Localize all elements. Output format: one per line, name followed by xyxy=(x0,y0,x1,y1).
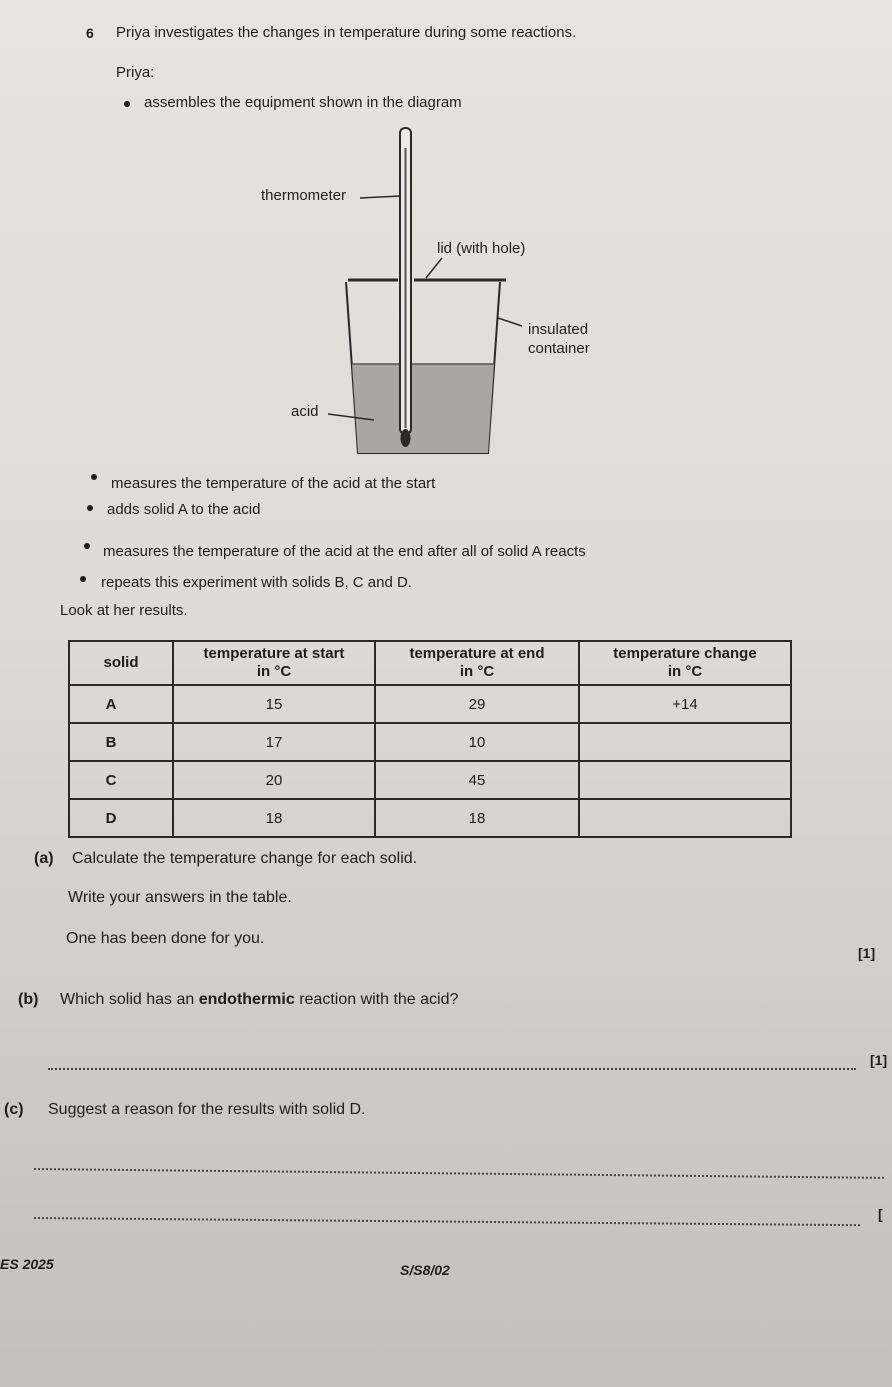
part-c-text: Suggest a reason for the results with solid D. xyxy=(48,1101,366,1118)
cell-change[interactable] xyxy=(579,799,791,837)
question-number: 6 xyxy=(86,25,94,41)
label-lid: lid (with hole) xyxy=(437,240,526,257)
table-row xyxy=(69,761,791,799)
cell-change[interactable] xyxy=(579,723,791,761)
table-row xyxy=(69,685,791,723)
part-a-mark: [1] xyxy=(858,945,876,961)
bullet-icon xyxy=(91,474,97,480)
label-acid: acid xyxy=(291,403,319,420)
part-b-label: (b) xyxy=(18,991,39,1008)
step-item: repeats this experiment with solids B, C and D. xyxy=(101,574,412,591)
cell-end: 45 xyxy=(375,761,579,799)
student-name-label: Priya: xyxy=(116,64,155,81)
acid-liquid xyxy=(352,364,494,453)
part-a-label: (a) xyxy=(34,850,54,867)
step-item: measures the temperature of the acid at the start xyxy=(111,475,436,492)
cell-start: 20 xyxy=(173,761,375,799)
part-a-text: Calculate the temperature change for each solid. xyxy=(72,850,418,867)
part-b-text: Which solid has an endothermic reaction with the acid? xyxy=(60,991,459,1008)
question-intro: Priya investigates the changes in temperature during some reactions. xyxy=(116,24,577,41)
bullet-icon xyxy=(124,101,130,107)
thermometer-bulb xyxy=(401,429,411,447)
cell-end: 10 xyxy=(375,723,579,761)
step-item: adds solid A to the acid xyxy=(107,501,261,518)
cell-change[interactable] xyxy=(579,761,791,799)
header-change: temperature change in °C xyxy=(579,641,791,685)
header-solid: solid xyxy=(69,641,173,685)
header-end: temperature at end in °C xyxy=(375,641,579,685)
results-intro: Look at her results. xyxy=(60,602,188,619)
part-a-line2: Write your answers in the table. xyxy=(68,889,292,906)
cell-end: 18 xyxy=(375,799,579,837)
table-header-row xyxy=(69,641,791,685)
table-row xyxy=(69,799,791,837)
cell-start: 18 xyxy=(173,799,375,837)
footer-left: ES 2025 xyxy=(0,1256,54,1272)
part-c-label: (c) xyxy=(4,1101,24,1118)
setup-step: assembles the equipment shown in the diagram xyxy=(144,94,462,111)
cell-start: 15 xyxy=(173,685,375,723)
answer-line-b[interactable] xyxy=(48,1068,856,1070)
answer-line-c1[interactable] xyxy=(34,1168,884,1179)
footer-code: S/S8/02 xyxy=(400,1262,450,1278)
bullet-icon xyxy=(80,576,86,582)
answer-line-c2[interactable] xyxy=(34,1217,860,1226)
cell-solid: D xyxy=(69,799,173,837)
bullet-icon xyxy=(87,505,93,511)
cell-solid: B xyxy=(69,723,173,761)
label-thermometer: thermometer xyxy=(261,187,347,204)
keyword-endothermic: endothermic xyxy=(198,991,295,1008)
cell-solid: C xyxy=(69,761,173,799)
part-b-mark: [1] xyxy=(870,1052,888,1068)
results-table xyxy=(68,640,790,838)
cell-change[interactable]: +14 xyxy=(579,685,791,723)
bullet-icon xyxy=(84,543,90,549)
step-item: measures the temperature of the acid at the end after all of solid A reacts xyxy=(103,543,586,560)
header-start: temperature at start in °C xyxy=(173,641,375,685)
cell-start: 17 xyxy=(173,723,375,761)
label-container-1: insulated xyxy=(528,321,589,338)
table-row xyxy=(69,723,791,761)
part-a-line3: One has been done for you. xyxy=(66,930,265,947)
cell-solid: A xyxy=(69,685,173,723)
part-c-mark: [ xyxy=(878,1206,883,1222)
cell-end: 29 xyxy=(375,685,579,723)
label-container-2: container xyxy=(528,340,590,357)
